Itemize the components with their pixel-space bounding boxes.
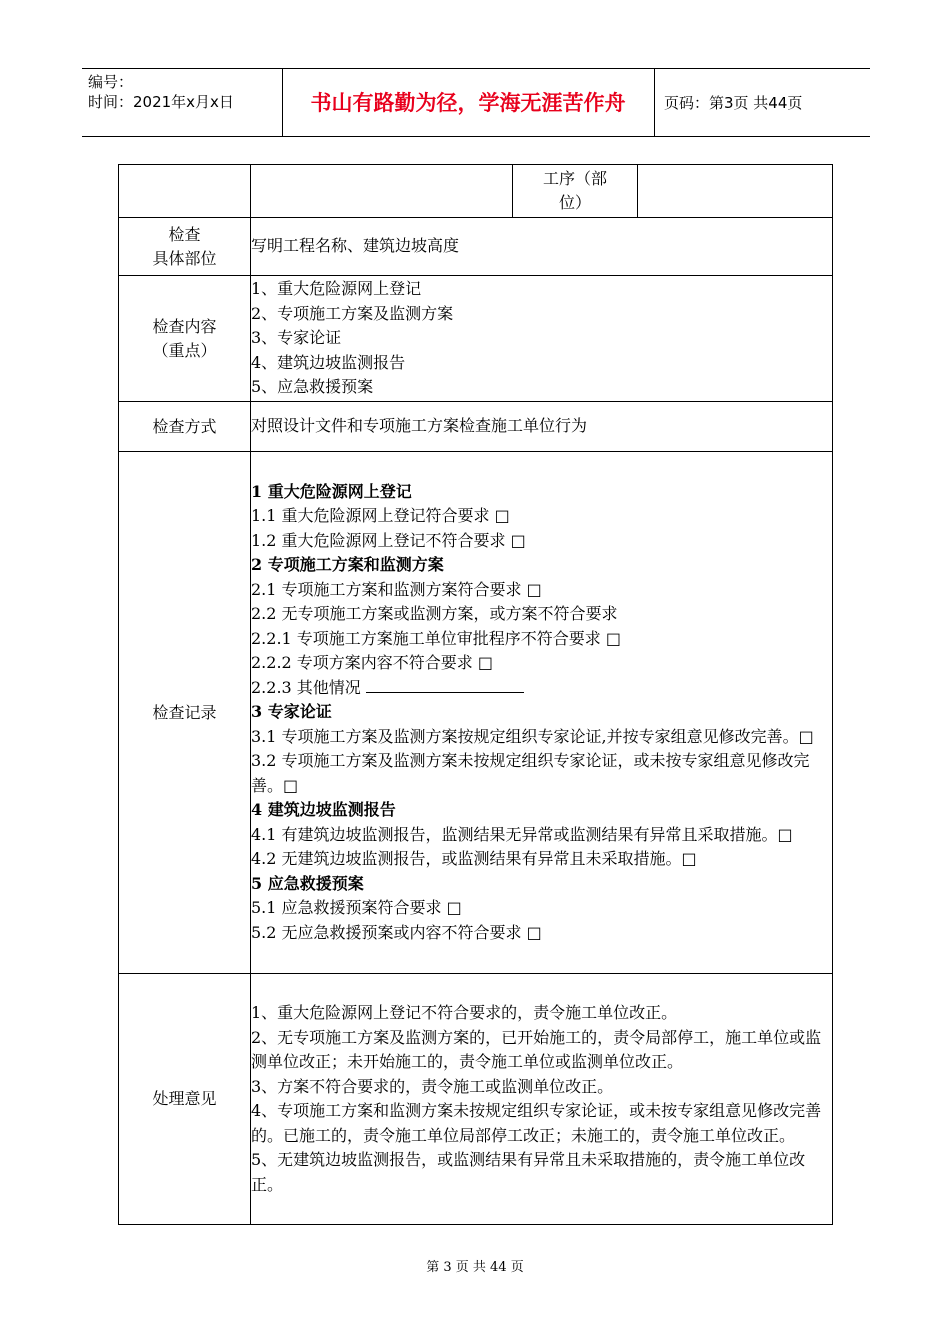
header-date: 时间：2021年x月x日	[88, 93, 234, 111]
handling-list	[251, 974, 833, 1225]
handling-row	[119, 974, 833, 1225]
record-line: 5.1 应急救援预案符合要求 □	[251, 898, 462, 918]
top-row-subcells	[251, 165, 833, 218]
records-list	[251, 452, 833, 974]
top-row-empty-cell	[119, 165, 251, 218]
content-item: 5、应急救援预案	[251, 377, 374, 397]
content-list	[251, 276, 833, 402]
content-label	[119, 276, 251, 402]
record-heading: 4 建筑边坡监测报告	[251, 800, 396, 820]
header-number-label: 编号：	[88, 73, 134, 91]
header-divider-right	[654, 68, 655, 136]
location-label-line2: 具体部位	[152, 248, 217, 268]
handling-item: 3、方案不符合要求的，责令施工或监测单位改正。	[251, 1076, 614, 1096]
process-label: 工序（部位）	[542, 169, 607, 212]
location-row	[119, 218, 833, 276]
method-row	[119, 402, 833, 452]
process-label-cell	[513, 165, 638, 217]
process-value-cell	[638, 165, 832, 217]
records-label: 检查记录	[119, 452, 251, 974]
record-line: 2.1 专项施工方案和监测方案符合要求 □	[251, 579, 542, 599]
record-line: 4.2 无建筑边坡监测报告，或监测结果有异常且未采取措施。□	[251, 849, 697, 869]
page-footer: 第 3 页 共 44 页	[426, 1260, 524, 1275]
header-bottom-rule	[82, 136, 870, 137]
record-line: 1.2 重大危险源网上登记不符合要求 □	[251, 530, 526, 550]
method-value: 对照设计文件和专项施工方案检查施工单位行为	[251, 402, 833, 452]
record-heading: 1 重大危险源网上登记	[251, 481, 412, 501]
header-meta	[88, 72, 234, 112]
fill-in-blank[interactable]	[366, 676, 524, 693]
record-line: 3.2 专项施工方案及监测方案未按规定组织专家论证，或未按专家组意见修改完善。□	[251, 751, 810, 795]
project-name-cell	[251, 165, 513, 217]
record-line-other	[251, 676, 832, 701]
header-motto: 书山有路勤为径，学海无涯苦作舟	[310, 91, 626, 115]
content-row	[119, 276, 833, 402]
record-line-other-text: 2.2.3 其他情况	[251, 677, 361, 697]
content-label-line2: （重点）	[152, 340, 217, 360]
handling-label: 处理意见	[119, 974, 251, 1225]
handling-item: 1、重大危险源网上登记不符合要求的，责令施工单位改正。	[251, 1003, 678, 1022]
handling-item: 4、专项施工方案和监测方案未按规定组织专家论证，或未按专家组意见修改完善的。已施工的，责令施工单位局部停工改正；未施工的，责令施工单位改正。	[251, 1101, 822, 1145]
record-line: 2.2.2 专项方案内容不符合要求 □	[251, 653, 494, 673]
top-row	[119, 165, 833, 218]
content-item: 2、专项施工方案及监测方案	[251, 303, 454, 323]
content-item: 3、专家论证	[251, 328, 342, 348]
record-heading: 5 应急救援预案	[251, 873, 364, 893]
record-heading: 2 专项施工方案和监测方案	[251, 555, 444, 575]
handling-item: 5、无建筑边坡监测报告，或监测结果有异常且未采取措施的，责令施工单位改正。	[251, 1150, 806, 1194]
content-item: 1、重大危险源网上登记	[251, 279, 422, 299]
location-label-line1: 检查	[168, 224, 201, 244]
content-label-line1: 检查内容	[152, 316, 217, 336]
header-page-info: 页码：第3页 共44页	[664, 93, 803, 112]
record-line: 2.2 无专项施工方案或监测方案，或方案不符合要求	[251, 604, 618, 624]
location-label	[119, 218, 251, 276]
record-line: 1.1 重大危险源网上登记符合要求 □	[251, 506, 510, 526]
record-line: 3.1 专项施工方案及监测方案按规定组织专家论证,并按专家组意见修改完善。□	[251, 726, 814, 746]
record-heading: 3 专家论证	[251, 702, 332, 722]
inspection-table	[118, 164, 833, 1225]
handling-item: 2、无专项施工方案及监测方案的，已开始施工的，责令局部停工，施工单位或监测单位改正；未开始施工的，责令施工单位或监测单位改正。	[251, 1027, 822, 1071]
location-value: 写明工程名称、建筑边坡高度	[251, 218, 833, 276]
record-line: 4.1 有建筑边坡监测报告，监测结果无异常或监测结果有异常且采取措施。□	[251, 824, 793, 844]
records-row	[119, 452, 833, 974]
method-label: 检查方式	[119, 402, 251, 452]
record-line: 5.2 无应急救援预案或内容不符合要求 □	[251, 922, 542, 942]
record-line: 2.2.1 专项施工方案施工单位审批程序不符合要求 □	[251, 628, 622, 648]
content-item: 4、建筑边坡监测报告	[251, 352, 406, 372]
